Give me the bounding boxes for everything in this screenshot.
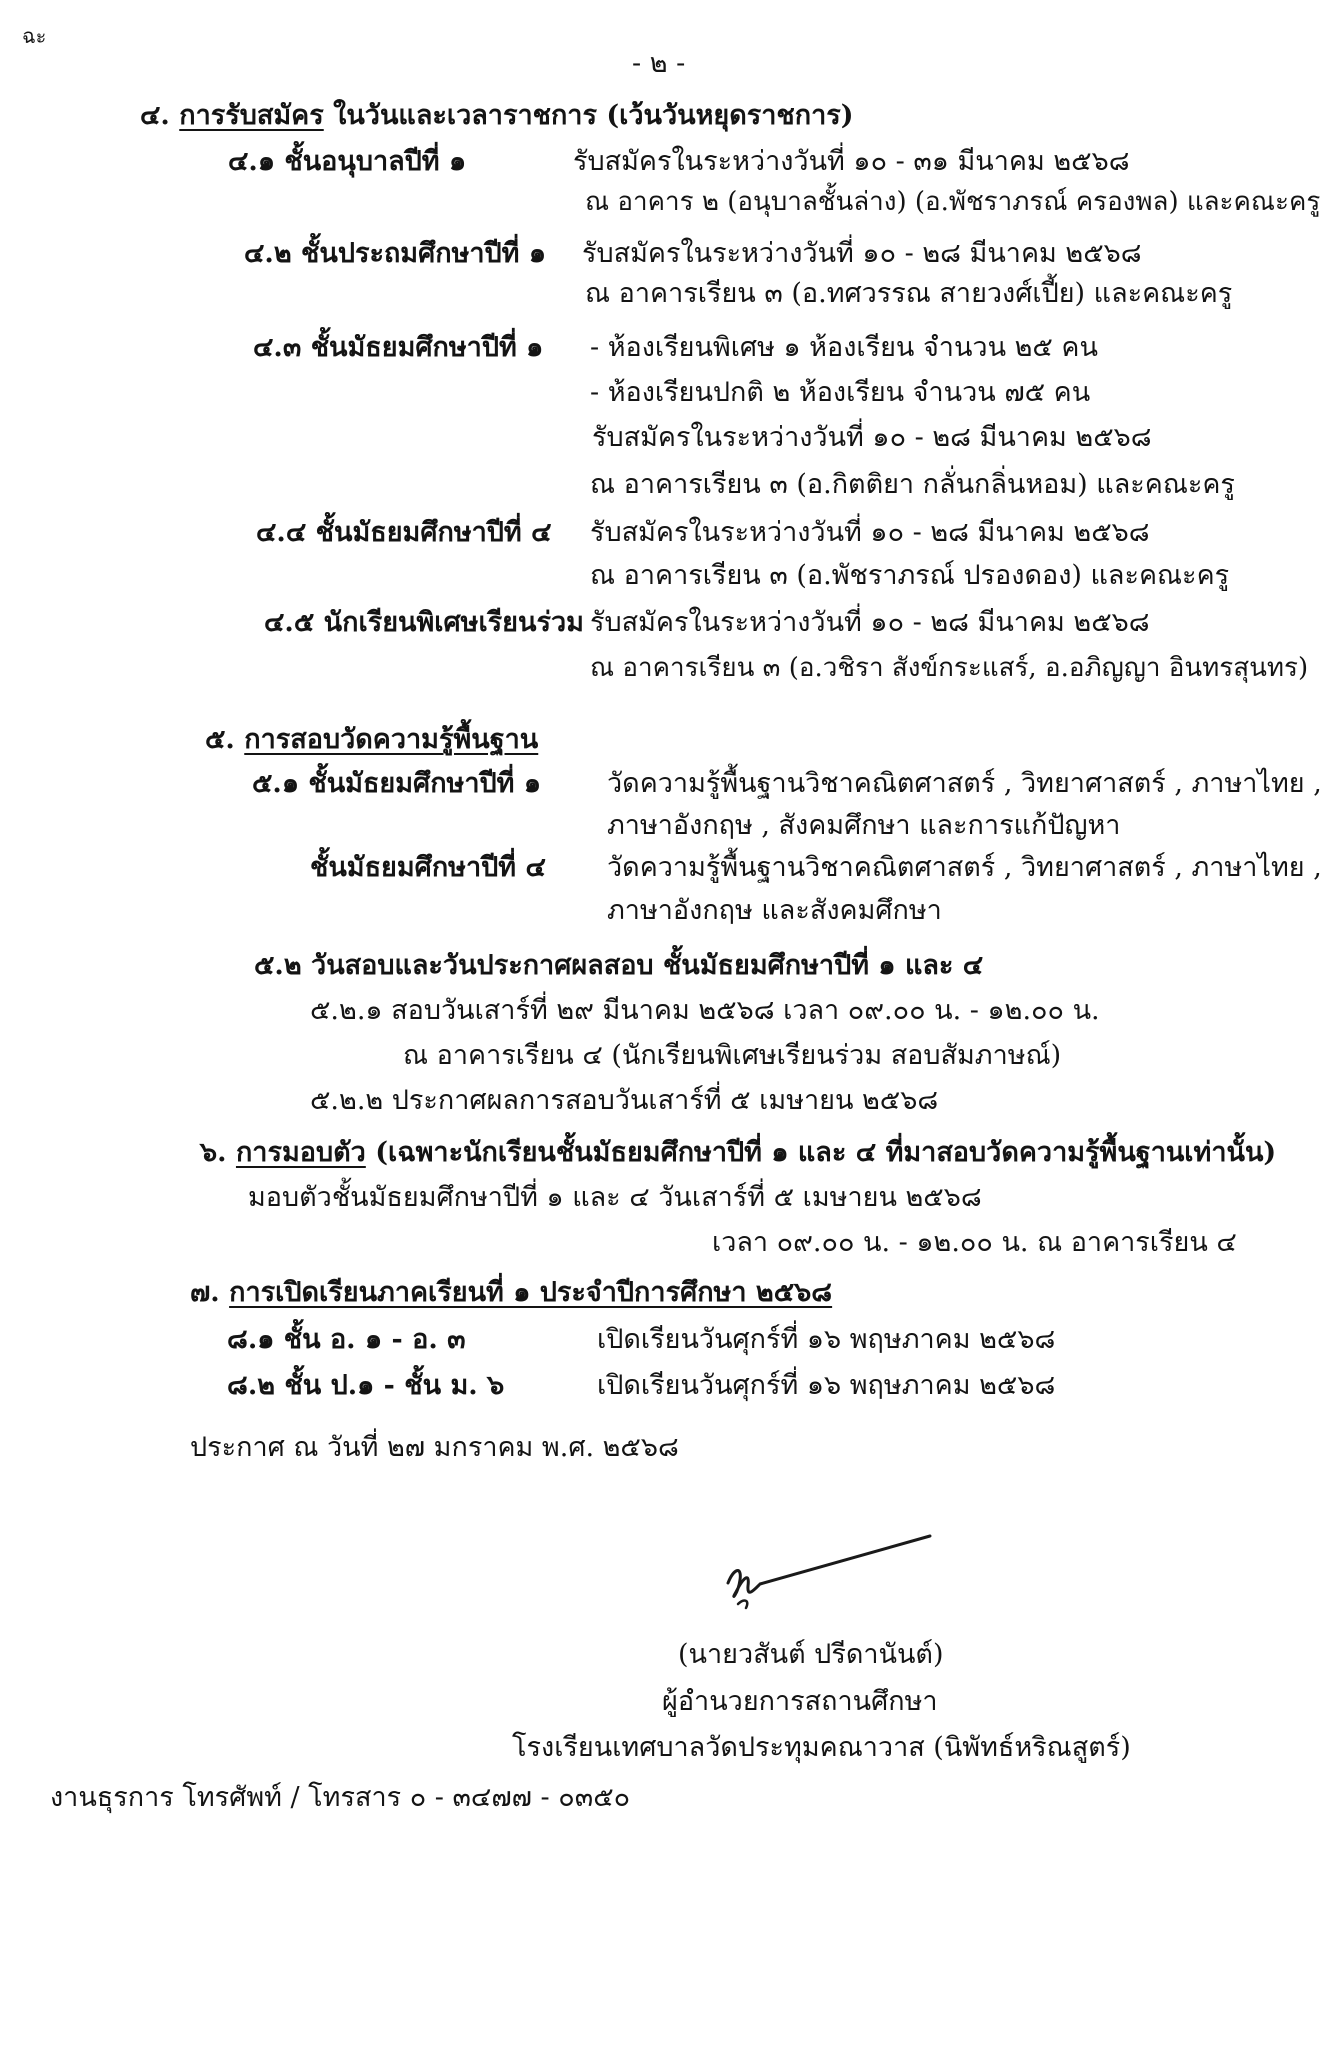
page-number: - ๒ - — [632, 48, 686, 79]
item-5-2-1-location: ณ อาคารเรียน ๔ (นักเรียนพิเศษเรียนร่วม สอบสัมภาษณ์) — [403, 1040, 1062, 1071]
item-5-2-1: ๕.๒.๑ สอบวันเสาร์ที่ ๒๙ มีนาคม ๒๕๖๘ เวลา ๐๙.๐๐ น. - ๑๒.๐๐ น. — [310, 995, 1100, 1026]
section-7-title: การเปิดเรียนภาคเรียนที่ ๑ ประจำปีการศึกษา ๒๕๖๘ — [229, 1277, 833, 1308]
corner-mark: ฉะ — [22, 24, 47, 48]
section-5-heading — [205, 722, 538, 758]
item-4-3-label: ๔.๓ ชั้นมัธยมศึกษาปีที่ ๑ — [253, 332, 544, 363]
signer-position: ผู้อำนวยการสถานศึกษา — [662, 1686, 938, 1717]
item-4-1-line-1: รับสมัครในระหว่างวันที่ ๑๐ - ๓๑ มีนาคม ๒๕๖๘ — [573, 146, 1130, 177]
item-4-5-line-1: รับสมัครในระหว่างวันที่ ๑๐ - ๒๘ มีนาคม ๒๕๖๘ — [590, 607, 1150, 638]
item-4-4-label: ๔.๔ ชั้นมัธยมศึกษาปีที่ ๔ — [256, 517, 552, 548]
item-4-1-label: ๔.๑ ชั้นอนุบาลปีที่ ๑ — [228, 146, 467, 177]
signer-name: (นายวสันต์ ปรีดานันต์) — [678, 1639, 944, 1670]
item-4-3-line-3: รับสมัครในระหว่างวันที่ ๑๐ - ๒๘ มีนาคม ๒๕๖๘ — [592, 422, 1152, 453]
item-5-2-2: ๕.๒.๒ ประกาศผลการสอบวันเสาร์ที่ ๕ เมษายน ๒๕๖๘ — [310, 1085, 939, 1116]
item-4-3-line-1: - ห้องเรียนพิเศษ ๑ ห้องเรียน จำนวน ๒๕ คน — [590, 332, 1098, 363]
section-7-heading — [190, 1275, 832, 1311]
item-8-2-value: เปิดเรียนวันศุกร์ที่ ๑๖ พฤษภาคม ๒๕๖๘ — [597, 1370, 1056, 1401]
signer-school: โรงเรียนเทศบาลวัดประทุมคณาวาส (นิพัทธ์หริณสูตร์) — [512, 1732, 1131, 1763]
item-4-5-line-2: ณ อาคารเรียน ๓ (อ.วชิรา สังข์กระแสร์, อ.อภิญญา อินทรสุนทร) — [590, 653, 1309, 683]
item-4-5-label: ๔.๕ นักเรียนพิเศษเรียนร่วม — [264, 607, 584, 638]
section-6-heading — [200, 1135, 1276, 1171]
section-6-title: การมอบตัว — [235, 1137, 366, 1168]
item-5-1b-line-1: วัดความรู้พื้นฐานวิชาคณิตศาสตร์ , วิทยาศาสตร์ , ภาษาไทย , — [607, 852, 1322, 883]
item-5-1b-line-2: ภาษาอังกฤษ และสังคมศึกษา — [607, 895, 942, 926]
signature — [720, 1528, 940, 1618]
section-5-title: การสอบวัดความรู้พื้นฐาน — [244, 724, 539, 755]
item-5-2-title: ๕.๒ วันสอบและวันประกาศผลสอบ ชั้นมัธยมศึกษาปีที่ ๑ และ ๔ — [254, 950, 984, 981]
section-4-title-rest: ในวันและเวลาราชการ (เว้นวันหยุดราชการ) — [333, 100, 854, 131]
item-4-2-line-1: รับสมัครในระหว่างวันที่ ๑๐ - ๒๘ มีนาคม ๒๕๖๘ — [582, 238, 1142, 269]
item-5-1-line-1: วัดความรู้พื้นฐานวิชาคณิตศาสตร์ , วิทยาศาสตร์ , ภาษาไทย , — [607, 768, 1322, 799]
section-6-line-2: เวลา ๐๙.๐๐ น. - ๑๒.๐๐ น. ณ อาคารเรียน ๔ — [712, 1227, 1237, 1258]
section-4-number: ๔. — [140, 100, 170, 131]
item-4-4-line-1: รับสมัครในระหว่างวันที่ ๑๐ - ๒๘ มีนาคม ๒๕๖๘ — [590, 517, 1150, 548]
section-6-number: ๖. — [200, 1137, 227, 1168]
item-8-1-value: เปิดเรียนวันศุกร์ที่ ๑๖ พฤษภาคม ๒๕๖๘ — [597, 1324, 1056, 1355]
item-8-1-label: ๘.๑ ชั้น อ. ๑ - อ. ๓ — [227, 1324, 466, 1355]
item-5-1-label: ๕.๑ ชั้นมัธยมศึกษาปีที่ ๑ — [252, 768, 541, 799]
item-5-1b-label: ชั้นมัธยมศึกษาปีที่ ๔ — [310, 852, 546, 883]
footer-contact: งานธุรการ โทรศัพท์ / โทรสาร ๐ - ๓๔๗๗ - ๐๓๕๐ — [50, 1782, 631, 1813]
item-8-2-label: ๘.๒ ชั้น ป.๑ - ชั้น ม. ๖ — [227, 1370, 505, 1401]
item-4-1-line-2: ณ อาคาร ๒ (อนุบาลชั้นล่าง) (อ.พัชราภรณ์ ครองพล) และคณะครู — [585, 187, 1321, 217]
section-5-number: ๕. — [205, 724, 235, 755]
item-4-2-label: ๔.๒ ชั้นประถมศึกษาปีที่ ๑ — [244, 238, 547, 269]
section-6-title-rest: (เฉพาะนักเรียนชั้นมัธยมศึกษาปีที่ ๑ และ ๔ ที่มาสอบวัดความรู้พื้นฐานเท่านั้น) — [375, 1137, 1277, 1168]
section-4-heading — [140, 98, 854, 134]
item-4-3-line-4: ณ อาคารเรียน ๓ (อ.กิตติยา กลั่นกลิ่นหอม) และคณะครู — [590, 469, 1235, 500]
item-4-4-line-2: ณ อาคารเรียน ๓ (อ.พัชราภรณ์ ปรองดอง) และคณะครู — [590, 560, 1230, 591]
item-4-3-line-2: - ห้องเรียนปกติ ๒ ห้องเรียน จำนวน ๗๕ คน — [590, 377, 1091, 408]
item-4-2-line-2: ณ อาคารเรียน ๓ (อ.ทศวรรณ สายวงศ์เปี้ย) และคณะครู — [585, 278, 1233, 309]
section-6-line-1: มอบตัวชั้นมัธยมศึกษาปีที่ ๑ และ ๔ วันเสาร์ที่ ๕ เมษายน ๒๕๖๘ — [248, 1182, 982, 1213]
item-5-1-line-2: ภาษาอังกฤษ , สังคมศึกษา และการแก้ปัญหา — [607, 810, 1121, 841]
announcement-date: ประกาศ ณ วันที่ ๒๗ มกราคม พ.ศ. ๒๕๖๘ — [190, 1432, 679, 1463]
section-7-number: ๗. — [190, 1277, 220, 1308]
section-4-title: การรับสมัคร — [179, 100, 324, 131]
